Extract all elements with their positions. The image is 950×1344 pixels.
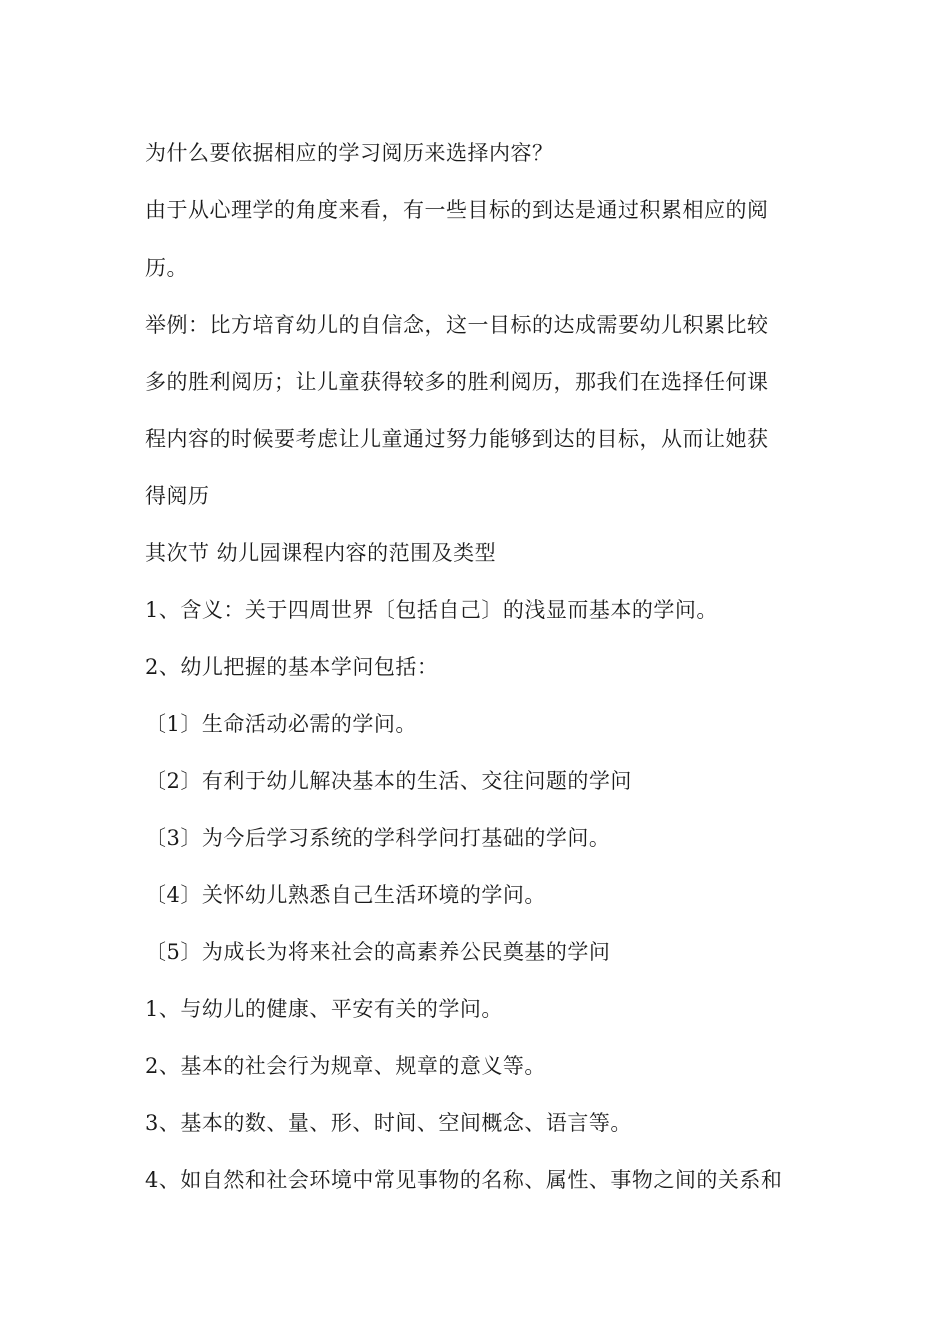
paragraph-line: 由于从心理学的角度来看，有一些目标的到达是通过积累相应的阅 <box>145 198 769 222</box>
sub-list-item: 〔2〕有利于幼儿解决基本的生活、交往问题的学问 <box>145 769 632 793</box>
list-item: 2、基本的社会行为规章、规章的意义等。 <box>145 1054 546 1078</box>
list-item: 2、幼儿把握的基本学问包括： <box>145 655 439 679</box>
question-line: 为什么要依据相应的学习阅历来选择内容？ <box>145 141 554 165</box>
section-heading: 其次节 幼儿园课程内容的范围及类型 <box>145 541 497 565</box>
paragraph-line: 多的胜利阅历；让儿童获得较多的胜利阅历，那我们在选择任何课 <box>145 370 769 394</box>
list-item: 1、含义：关于四周世界〔包括自己〕的浅显而基本的学问。 <box>145 598 718 622</box>
list-item: 4、如自然和社会环境中常见事物的名称、属性、事物之间的关系和 <box>145 1168 783 1192</box>
paragraph-line: 程内容的时候要考虑让儿童通过努力能够到达的目标，从而让她获 <box>145 427 769 451</box>
sub-list-item: 〔4〕关怀幼儿熟悉自己生活环境的学问。 <box>145 883 546 907</box>
list-item: 1、与幼儿的健康、平安有关的学问。 <box>145 997 503 1021</box>
sub-list-item: 〔5〕为成长为将来社会的高素养公民奠基的学问 <box>145 940 611 964</box>
paragraph-line: 举例：比方培育幼儿的自信念，这一目标的达成需要幼儿积累比较 <box>145 313 769 337</box>
sub-list-item: 〔3〕为今后学习系统的学科学问打基础的学问。 <box>145 826 611 850</box>
sub-list-item: 〔1〕生命活动必需的学问。 <box>145 712 417 736</box>
paragraph-line: 得阅历 <box>145 484 210 508</box>
list-item: 3、基本的数、量、形、时间、空间概念、语言等。 <box>145 1111 632 1135</box>
paragraph-line: 历。 <box>145 256 188 280</box>
